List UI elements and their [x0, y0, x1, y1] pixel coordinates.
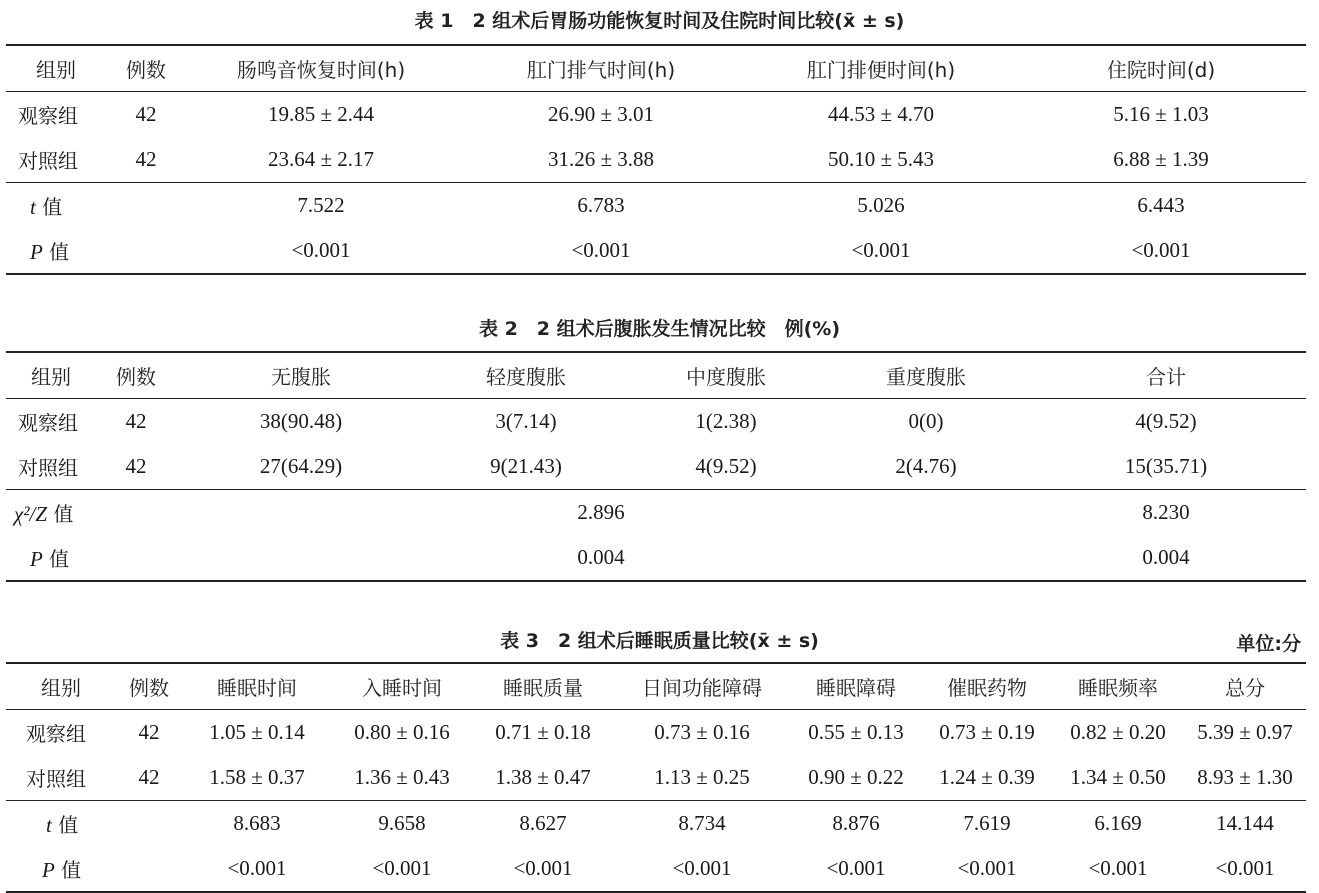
group-label: 对照组 — [18, 149, 78, 173]
header-cell: 日间功能障碍 — [642, 676, 762, 700]
header-cell: 睡眠质量 — [503, 676, 583, 700]
stat-label: χ²/Z 值 — [14, 502, 74, 526]
table-cell: 7.522 — [297, 193, 345, 217]
table3-caption: 表 3 2 组术后睡眠质量比较(x̄ ± s) — [500, 630, 819, 652]
table-cell: <0.001 — [1215, 856, 1275, 880]
header-cell: 催眠药物 — [947, 676, 1027, 700]
table-cell: 8.683 — [233, 811, 281, 835]
table-cell: 2(4.76) — [895, 454, 957, 478]
table-cell: 1.05 ± 0.14 — [209, 720, 305, 744]
stat-row — [6, 183, 1306, 229]
table-cell: <0.001 — [1088, 856, 1148, 880]
table-cell: 14.144 — [1216, 811, 1274, 835]
table-cell: 1(2.38) — [695, 409, 757, 433]
table-cell: <0.001 — [571, 238, 631, 262]
stat-row — [6, 228, 1306, 274]
table-cell: 5.026 — [857, 193, 905, 217]
table-row — [6, 137, 1306, 183]
table-cell: 0.004 — [577, 545, 625, 569]
table-row — [6, 92, 1306, 138]
table-cell: 5.39 ± 0.97 — [1197, 720, 1293, 744]
table-cell: 50.10 ± 5.43 — [827, 147, 935, 171]
table-cell: <0.001 — [1131, 238, 1191, 262]
table-cell: 9.658 — [378, 811, 426, 835]
header-cell: 组别 — [31, 365, 71, 389]
header-cell: 肛门排便时间(h) — [806, 58, 956, 82]
table-cell: 8.734 — [678, 811, 726, 835]
table-cell: 42 — [125, 409, 147, 433]
stat-label: P 值 — [30, 240, 70, 264]
table-cell: 6.88 ± 1.39 — [1113, 147, 1209, 171]
header-cell: 合计 — [1146, 365, 1186, 389]
table-cell: 3(7.14) — [495, 409, 557, 433]
table3 — [6, 662, 1306, 893]
table-cell: <0.001 — [851, 238, 911, 262]
table-cell: 0.73 ± 0.19 — [939, 720, 1035, 744]
stat-row — [6, 801, 1306, 847]
stat-label: P 值 — [30, 547, 70, 571]
table-cell: 31.26 ± 3.88 — [547, 147, 655, 171]
header-cell: 例数 — [129, 676, 169, 700]
table-cell: <0.001 — [826, 856, 886, 880]
table-cell: <0.001 — [957, 856, 1017, 880]
header-cell: 入睡时间 — [362, 676, 442, 700]
header-cell: 住院时间(d) — [1106, 58, 1216, 82]
table-cell: 1.36 ± 0.43 — [354, 765, 450, 789]
table-row — [6, 399, 1306, 445]
group-label: 对照组 — [18, 456, 78, 480]
table-cell: 0.80 ± 0.16 — [354, 720, 450, 744]
table-cell: <0.001 — [227, 856, 287, 880]
table-cell: 44.53 ± 4.70 — [827, 102, 935, 126]
table-cell: 7.619 — [963, 811, 1011, 835]
table1-caption: 表 1 2 组术后胃肠功能恢复时间及住院时间比较(x̄ ± s) — [414, 10, 905, 32]
table-cell: 1.13 ± 0.25 — [654, 765, 750, 789]
stat-label: P 值 — [42, 858, 82, 882]
table-cell: 6.783 — [577, 193, 625, 217]
table-cell: 0.004 — [1142, 545, 1190, 569]
table-cell: 0.71 ± 0.18 — [495, 720, 591, 744]
stat-label: t 值 — [30, 195, 63, 219]
table-cell: 0(0) — [908, 409, 944, 433]
table-cell: 0.90 ± 0.22 — [808, 765, 904, 789]
header-cell: 总分 — [1225, 676, 1265, 700]
header-cell: 组别 — [41, 676, 81, 700]
table-cell: 42 — [135, 102, 157, 126]
stat-row — [6, 535, 1306, 581]
group-label: 对照组 — [26, 767, 86, 791]
table3-unit: 单位:分 — [1236, 633, 1301, 655]
table-row — [6, 444, 1306, 490]
table-cell: 2.896 — [577, 500, 625, 524]
table-cell: <0.001 — [291, 238, 351, 262]
table-cell: 8.93 ± 1.30 — [1197, 765, 1293, 789]
header-cell: 睡眠障碍 — [816, 676, 896, 700]
table-cell: 27(64.29) — [259, 454, 343, 478]
header-cell: 中度腹胀 — [686, 365, 766, 389]
header-cell: 组别 — [36, 58, 76, 82]
header-cell: 无腹胀 — [271, 365, 331, 389]
table-cell: <0.001 — [672, 856, 732, 880]
table-cell: 0.73 ± 0.16 — [654, 720, 750, 744]
group-label: 观察组 — [18, 104, 78, 128]
table-cell: 42 — [138, 720, 160, 744]
table-cell: 15(35.71) — [1124, 454, 1208, 478]
header-cell: 例数 — [126, 58, 166, 82]
table2 — [6, 351, 1306, 582]
table2-caption: 表 2 2 组术后腹胀发生情况比较 例(%) — [478, 318, 841, 340]
table-cell: 5.16 ± 1.03 — [1113, 102, 1209, 126]
group-label: 观察组 — [18, 411, 78, 435]
table3-header-row — [6, 663, 1306, 710]
table-cell: <0.001 — [372, 856, 432, 880]
table-cell: 23.64 ± 2.17 — [267, 147, 375, 171]
table-cell: 0.82 ± 0.20 — [1070, 720, 1166, 744]
table-cell: 1.58 ± 0.37 — [209, 765, 305, 789]
group-label: 观察组 — [26, 722, 86, 746]
header-cell: 肠鸣音恢复时间(h) — [236, 58, 406, 82]
header-cell: 睡眠频率 — [1078, 676, 1158, 700]
header-cell: 睡眠时间 — [217, 676, 297, 700]
stat-row — [6, 490, 1306, 536]
table1 — [6, 44, 1306, 275]
header-cell: 例数 — [116, 365, 156, 389]
table-cell: 8.876 — [832, 811, 880, 835]
table2-header-row — [6, 352, 1306, 399]
stat-row — [6, 846, 1306, 892]
table-cell: 0.55 ± 0.13 — [808, 720, 904, 744]
table-cell: 8.230 — [1142, 500, 1190, 524]
table-cell: 4(9.52) — [1135, 409, 1197, 433]
table-cell: 6.443 — [1137, 193, 1185, 217]
table-cell: 8.627 — [519, 811, 567, 835]
table1-header-row — [6, 45, 1306, 92]
table-cell: 19.85 ± 2.44 — [267, 102, 375, 126]
table-cell: 42 — [125, 454, 147, 478]
table-cell: 38(90.48) — [259, 409, 343, 433]
header-cell: 肛门排气时间(h) — [526, 58, 676, 82]
table-row — [6, 710, 1306, 756]
table-cell: 1.38 ± 0.47 — [495, 765, 591, 789]
table-cell: 26.90 ± 3.01 — [547, 102, 655, 126]
table-cell: 1.34 ± 0.50 — [1070, 765, 1166, 789]
table-cell: 6.169 — [1094, 811, 1142, 835]
table-cell: <0.001 — [513, 856, 573, 880]
table-row — [6, 755, 1306, 801]
stat-label: t 值 — [46, 813, 79, 837]
table-cell: 1.24 ± 0.39 — [939, 765, 1035, 789]
header-cell: 重度腹胀 — [886, 365, 966, 389]
table-cell: 42 — [135, 147, 157, 171]
header-cell: 轻度腹胀 — [486, 365, 566, 389]
table-cell: 42 — [138, 765, 160, 789]
table-cell: 9(21.43) — [490, 454, 562, 478]
table-cell: 4(9.52) — [695, 454, 757, 478]
